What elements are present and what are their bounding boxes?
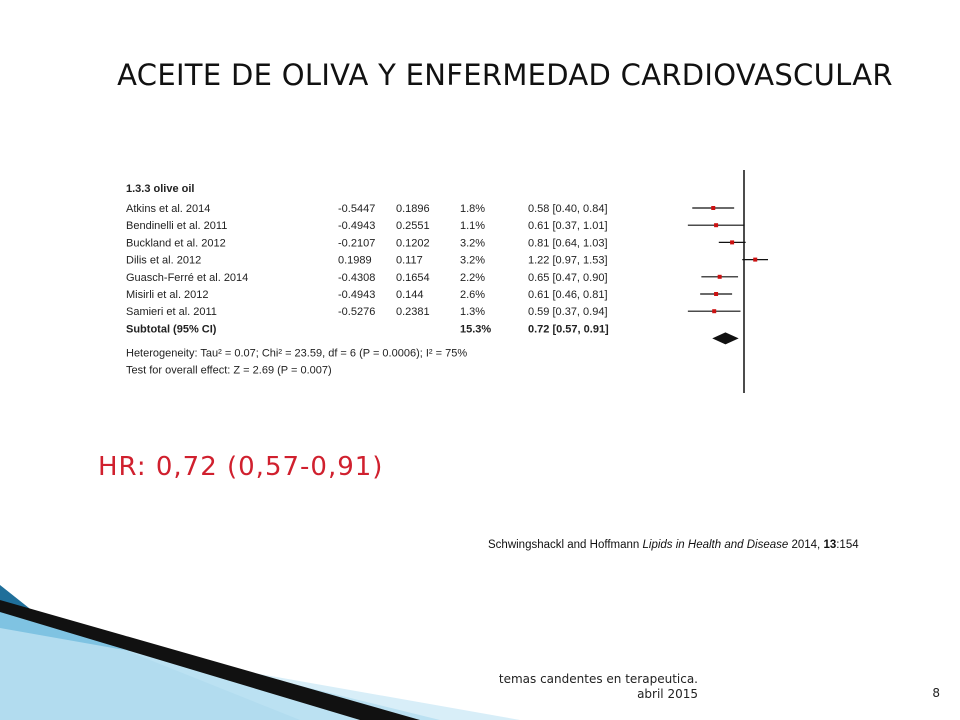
- citation-journal: Lipids in Health and Disease: [642, 539, 789, 551]
- study-se: 0.2551: [396, 220, 430, 233]
- study-name: Dilis et al. 2012: [126, 254, 202, 267]
- study-ci: 0.59 [0.37, 0.94]: [528, 306, 608, 319]
- study-ci: 1.22 [0.97, 1.53]: [528, 254, 608, 267]
- study-ci: 0.61 [0.46, 0.81]: [528, 289, 608, 301]
- study-weight: 3.2%: [460, 237, 486, 250]
- study-log-hr: 0.1989: [338, 254, 372, 267]
- study-name: Bendinelli et al. 2011: [126, 220, 228, 233]
- study-se: 0.1202: [396, 237, 430, 250]
- study-se: 0.117: [396, 254, 423, 267]
- study-log-hr: -0.5276: [338, 306, 376, 319]
- heterogeneity-text: Heterogeneity: Tau² = 0.07; Chi² = 23.59, df = 6 (P = 0.0006); I² = 75%: [126, 347, 468, 360]
- study-ci: 0.61 [0.37, 1.01]: [528, 220, 608, 233]
- study-weight: 2.2%: [460, 271, 486, 284]
- study-weight: 1.1%: [460, 220, 486, 233]
- hr-summary: HR: 0,72 (0,57-0,91): [98, 452, 384, 482]
- study-name: Samieri et al. 2011: [126, 306, 217, 319]
- study-se: 0.144: [396, 289, 424, 301]
- citation-authors: Schwingshackl and Hoffmann: [488, 539, 643, 551]
- study-log-hr: -0.4308: [338, 271, 376, 284]
- study-se: 0.1654: [396, 271, 430, 284]
- study-se: 0.1896: [396, 203, 430, 215]
- study-log-hr: -0.4943: [338, 289, 376, 301]
- study-name: Buckland et al. 2012: [126, 237, 226, 250]
- subtotal-label: Subtotal (95% CI): [126, 323, 217, 336]
- study-name: Misirli et al. 2012: [126, 289, 209, 301]
- study-name: Guasch-Ferré et al. 2014: [126, 271, 249, 284]
- overall-effect-text: Test for overall effect: Z = 2.69 (P = 0.007): [126, 364, 332, 377]
- study-ci: 0.58 [0.40, 0.84]: [528, 203, 608, 215]
- footer-text: [430, 672, 698, 702]
- subtotal-weight: 15.3%: [460, 323, 492, 336]
- citation-pages: :154: [836, 539, 859, 551]
- study-ci: 0.65 [0.47, 0.90]: [528, 271, 608, 284]
- study-se: 0.2381: [396, 306, 430, 319]
- study-log-hr: -0.5447: [338, 203, 376, 215]
- footer-line-2: abril 2015: [637, 687, 698, 701]
- study-log-hr: -0.4943: [338, 220, 376, 233]
- citation-volume: 13: [823, 539, 837, 551]
- citation-year: 2014,: [788, 539, 824, 551]
- study-log-hr: -0.2107: [338, 237, 376, 250]
- study-weight: 1.3%: [460, 306, 486, 319]
- slide-title: ACEITE DE OLIVA Y ENFERMEDAD CARDIOVASCULAR: [117, 58, 893, 92]
- subgroup-label: 1.3.3 olive oil: [126, 183, 195, 195]
- study-weight: 2.6%: [460, 289, 486, 301]
- study-weight: 3.2%: [460, 254, 486, 267]
- study-weight: 1.8%: [460, 203, 486, 215]
- page-number: 8: [932, 686, 940, 700]
- subtotal-ci: 0.72 [0.57, 0.91]: [528, 323, 609, 336]
- study-ci: 0.81 [0.64, 1.03]: [528, 237, 608, 250]
- study-name: Atkins et al. 2014: [126, 203, 211, 215]
- footer-line-1: temas candentes en terapeutica.: [498, 672, 698, 686]
